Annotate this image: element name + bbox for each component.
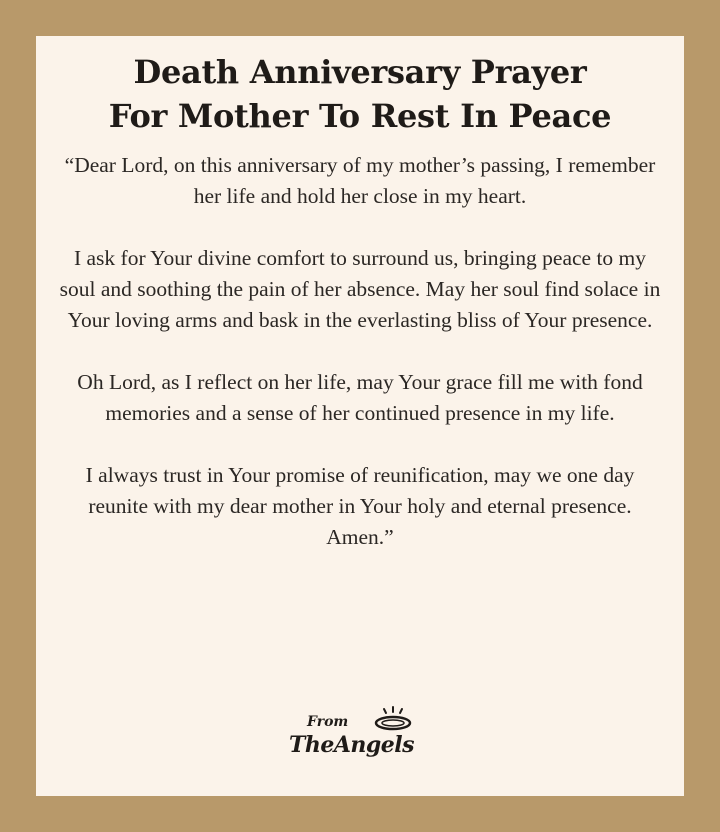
title-line-2: For Mother To Rest In Peace xyxy=(108,97,612,135)
prayer-card xyxy=(36,36,684,796)
halo-icon xyxy=(371,706,415,732)
prayer-paragraph-4: I always trust in Your promise of reunification, may we one day reunite with my dear mother in Your holy and eternal presence. Amen.” xyxy=(85,463,635,549)
prayer-paragraph-2: I ask for Your divine comfort to surround us, bringing peace to my soul and soothing the pain of her absence. May her soul find solace in Your loving arms and bask in the everlasting bliss of Your presence. xyxy=(59,246,661,332)
page-title xyxy=(58,50,662,138)
prayer-paragraph-1: “Dear Lord, on this anniversary of my mother’s passing, I remember her life and hold her close in my heart. xyxy=(64,153,656,208)
logo-name-text: TheAngels xyxy=(289,732,415,758)
prayer-body xyxy=(58,150,662,553)
logo-from-text: From xyxy=(307,714,349,730)
title-line-1: Death Anniversary Prayer xyxy=(133,53,587,91)
brand-logo xyxy=(36,704,684,774)
logo-mark xyxy=(275,704,445,774)
prayer-paragraph-3: Oh Lord, as I reflect on her life, may Your grace fill me with fond memories and a sense of her continued presence in my life. xyxy=(77,370,643,425)
